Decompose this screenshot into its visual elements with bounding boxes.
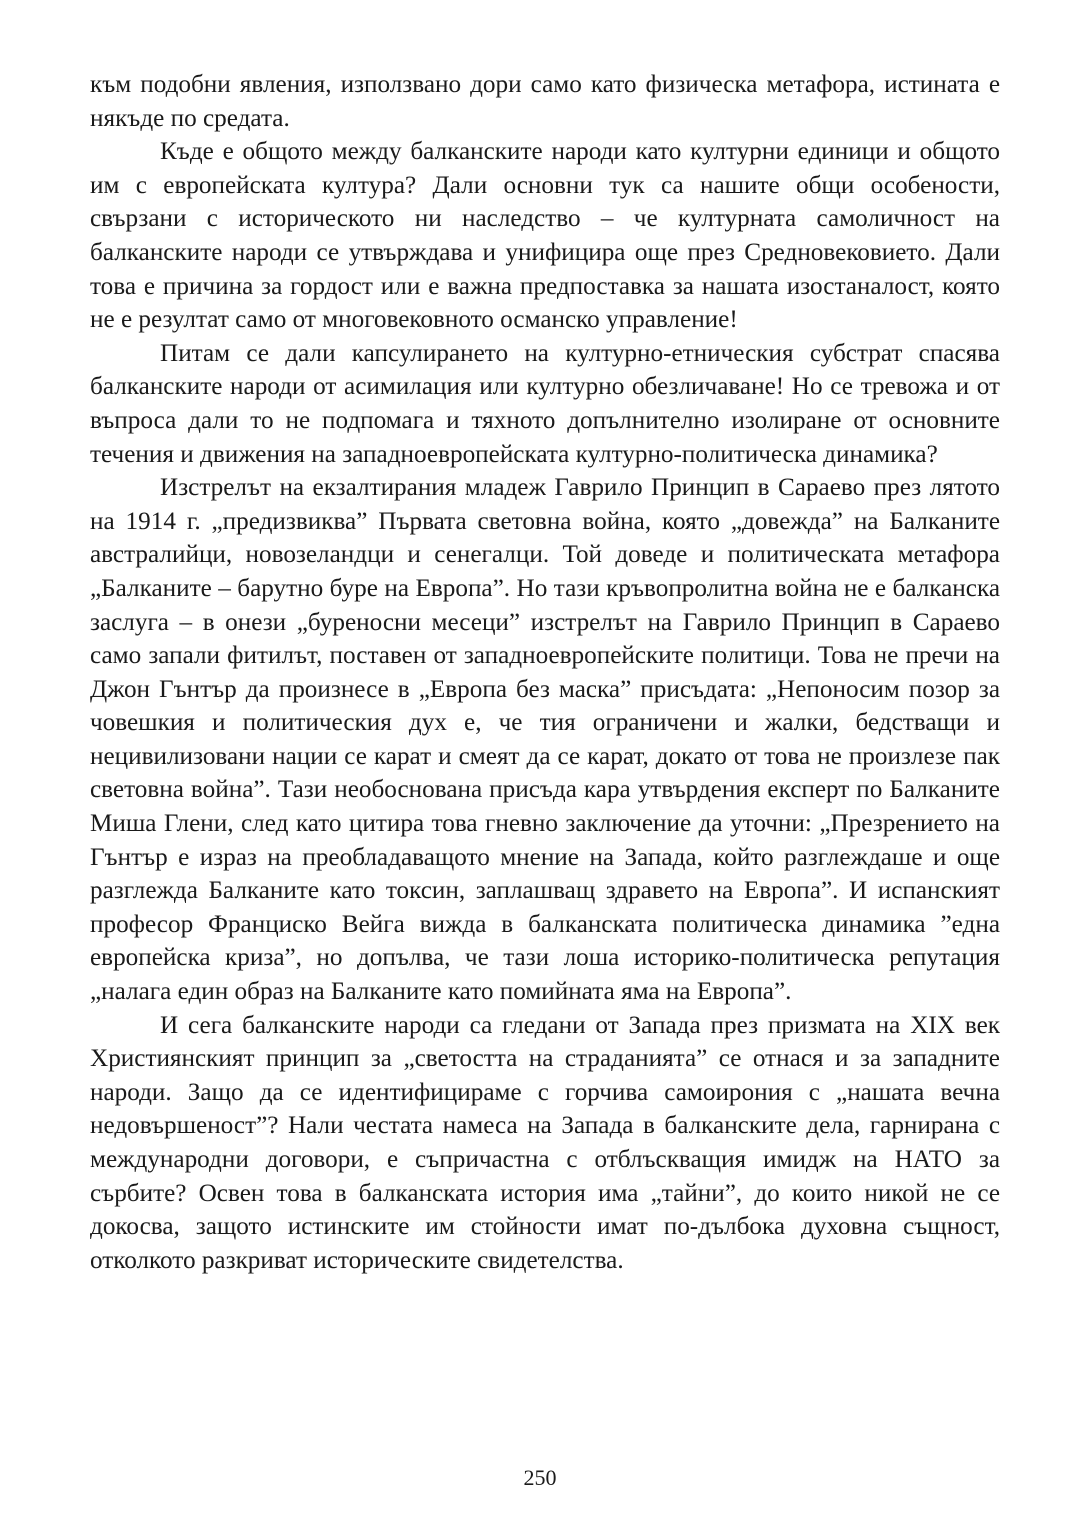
page-number: 250	[523, 1465, 557, 1490]
paragraph-1: към подобни явления, използвано дори само като физическа метафора, истината е някъде по средата.	[90, 71, 1000, 132]
paragraph-5: И сега балканските народи са гледани от Запада през призмата на XIX век Християнският принцип за „светостта на страданията” се отнася и за западните народи. Защо да се идентифицираме с горчива самоирония с „нашата вечна недовършеност”? Нали честата намеса на Запада в балканските дела, гарнирана с международни договори, е съпричастна с отблъскващия имидж на НАТО за сърбите? Освен това в балканската история има „тайни”, до които никой не се докосва, защото истинските им стойности имат по-дълбока духовна същност, отколкото разкриват историческите свидетелства.	[90, 1011, 1000, 1274]
paragraph-2: Къде е общото между балканските народи като културни единици и общото им с европейската култура? Дали основни тук са нашите общи особености, свързани с историческото ни наследство – че културната самоличност на балканските народи се утвърждава и унифицира още през Средновековието. Дали това е причина за гордост или е важна предпоставка за нашата изостаналост, която не е резултат само от многовековното османско управление!	[90, 138, 1000, 334]
document-body	[90, 68, 1000, 1277]
paragraph-4: Изстрелът на екзалтирания младеж Гаврило Принцип в Сараево през лятото на 1914 г. „предизвиква” Първата световна война, която „довежда” на Балканите австралийци, новозеландци и сенегалци. Той доведе и политическата метафора „Балканите – барутно буре на Европа”. Но тази кръвопролитна война не е балканска заслуга – в онези „буреносни месеци” изстрелът на Гаврило Принцип в Сараево само запали фитилът, поставен от западноевропейските политици. Това не пречи на Джон Гънтър да произнесе в „Европа без маска” присъдата: „Непоносим позор за човешкия и политическия дух е, че тия ограничени и жалки, бедстващи и нецивилизовани нации се карат и смеят да се карат, докато от това не произлезе пак световна война”. Тази необоснована присъда кара утвърдения експерт по Балканите Миша Глени, след като цитира това гневно заключение да уточни: „Презрението на Гънтър е израз на преобладаващото мнение на Запада, който разглеждаше и още разглежда Балканите като токсин, заплашващ здравето на Европа”. И испанският професор Франциско Вейга вижда в балканската политическа динамика ”една европейска криза”, но допълва, че тази лоша историко-политическа репутация „налага един образ на Балканите като помийната яма на Европа”.	[90, 474, 1000, 1006]
paragraph-3: Питам се дали капсулирането на културно-етническия субстрат спасява балканските народи от асимилация или културно обезличаване! Но се тревожа и от въпроса дали то не подпомага и тяхното допълнително изолиране от основните течения и движения на западноевропейската културно-политическа динамика?	[90, 339, 1000, 468]
